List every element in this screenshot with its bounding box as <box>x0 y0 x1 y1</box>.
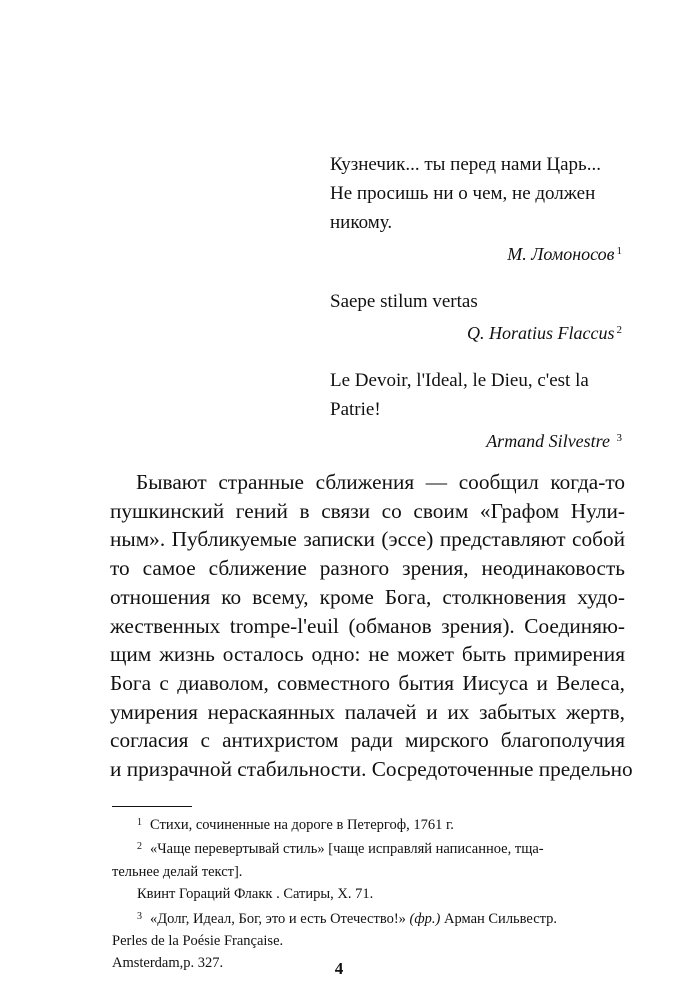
epigraph-author <box>330 316 622 348</box>
footnote-3-continued: Perles de la Poésie Française. <box>112 933 284 950</box>
body-line: Бывают странные сближения — сообщил когда-то <box>136 470 625 494</box>
body-line: Бога с диаволом, совместного бытия Иисуса и Велеса, <box>110 670 625 695</box>
footnote-divider <box>112 806 192 807</box>
epigraph-silvestre <box>330 366 622 456</box>
footnote-text: Арман Сильвестр. <box>443 910 558 927</box>
footnote-number: 3 <box>137 910 142 922</box>
footnote-2-continued: тельнее делай текст]. <box>112 863 243 880</box>
body-line: умирения нераскаянных палачей и их забытых жертв, <box>110 699 625 724</box>
footnotes <box>112 812 628 975</box>
epigraph-author <box>330 424 622 456</box>
body-line: то самое сближение разного зрения, неодинаковость <box>110 556 625 581</box>
footnote-2 <box>112 836 628 860</box>
footnote-quote: «Долг, Идеал, Бог, это и есть Отечество!» <box>150 910 406 927</box>
footnote-ref: 1 <box>616 245 622 257</box>
body-line: щим жизнь осталось одно: не может быть примирения <box>110 642 625 667</box>
footnote-3-continued: Amsterdam,p. 327. <box>112 955 224 972</box>
author-name: Q. Horatius Flaccus <box>467 323 615 343</box>
epigraph-line: Le Devoir, l'Ideal, le Dieu, c'est la <box>330 370 589 391</box>
page-number: 4 <box>334 959 344 978</box>
epigraph-author <box>330 237 622 269</box>
body-line: жественных trompe-l'euil (обманов зрения). Соединяю- <box>110 613 625 638</box>
body-line: ным». Публикуемые записки (эссе) представляют собой <box>110 527 625 552</box>
footnote-3 <box>112 906 628 930</box>
footnote-number: 2 <box>137 841 142 853</box>
footnote-2-source: Квинт Гораций Флакк . Сатиры, Х. 71. <box>137 886 374 903</box>
body-line: отношения ко всему, кроме Бога, столкновения худо- <box>110 584 625 609</box>
footnote-number: 1 <box>137 817 142 828</box>
epigraph-line: Saepe stilum vertas <box>330 291 478 312</box>
author-name: М. Ломоносов <box>507 244 615 264</box>
footnote-text: «Чаще перевертывай стиль» [чаще исправляй написанное, тща- <box>150 841 544 858</box>
footnote-ref: 3 <box>616 432 622 444</box>
footnote-text: Стихи, сочиненные на дороге в Петергоф, 1761 г. <box>150 817 454 833</box>
body-paragraph <box>110 468 633 784</box>
author-name: Armand Silvestre <box>486 431 610 451</box>
epigraph-line: Кузнечик... ты перед нами Царь... <box>330 154 601 175</box>
body-line: пушкинский гений в связи со своим «Графом Нули- <box>110 498 625 523</box>
body-line: согласия с антихристом ради мирского благополучия <box>110 728 625 753</box>
epigraph-line: Не просишь ни о чем, не должен <box>330 183 596 204</box>
body-line: и призрачной стабильности. Сосредоточенные предельно <box>110 757 633 782</box>
footnote-lang: (фр.) <box>409 910 441 927</box>
epigraph-line: Patrie! <box>330 399 381 420</box>
footnote-1 <box>112 812 628 836</box>
footnote-ref: 2 <box>616 324 622 336</box>
epigraph-lomonosov <box>330 150 622 269</box>
epigraph-horatius <box>330 287 622 348</box>
epigraph-line: никому. <box>330 212 393 233</box>
